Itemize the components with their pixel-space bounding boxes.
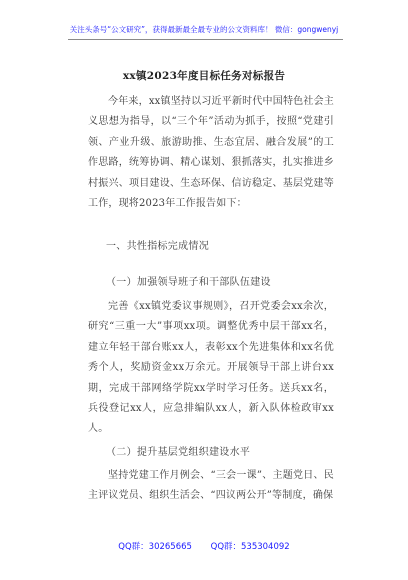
paragraph-party-building: 坚持党建工作月例会、“三会一课”、主题党日、民主评议党员、组织生活会、“四议两公开”等制度，确保	[88, 470, 334, 502]
header-divider	[68, 39, 343, 40]
section-heading-1: 一、共性指标完成情况	[106, 241, 209, 252]
footer-qq-group-1: QQ群：30265665	[118, 542, 192, 552]
footer-contact	[0, 540, 408, 552]
subsection-heading-2: （二）提升基层党组织建设水平	[106, 447, 251, 458]
header-promo-note: 关注头条号“公文研究”，获得最新最全最专业的公文资料库！ 微信：gongwenyj	[69, 25, 339, 34]
subsection-heading-1: （一）加强领导班子和干部队伍建设	[106, 277, 271, 288]
document-title: xx镇2023年度目标任务对标报告	[122, 70, 286, 82]
paragraph-leadership: 完善《xx镇党委议事规则》，召开党委会xx余次，研究“三重一大”事项xx项。调整优秀中层干部xx名，建立年轻干部台账xx人，表彰xx个先进集体和xx名优秀个人，奖励资金xx万余元。开展领导干部上讲台xx期，完成干部网络学院xx学时学习任务。送兵xx名，兵役登记xx人，应急排编队xx人，新入队体检政审xx人。	[88, 301, 334, 435]
footer-qq-group-2: QQ群：535304092	[210, 542, 290, 552]
intro-paragraph: 今年来，xx镇坚持以习近平新时代中国特色社会主义思想为指导，以“三个年”活动为抓手，按照“党建引领、产业升级、旅游助推、生态宜居、融合发展”的工作思路，统筹协调、精心谋划、狠抓落实，扎实推进乡村振兴、项目建设、生态环保、信访稳定、基层党建等工作，现将2023年工作报告如下：	[88, 96, 334, 210]
